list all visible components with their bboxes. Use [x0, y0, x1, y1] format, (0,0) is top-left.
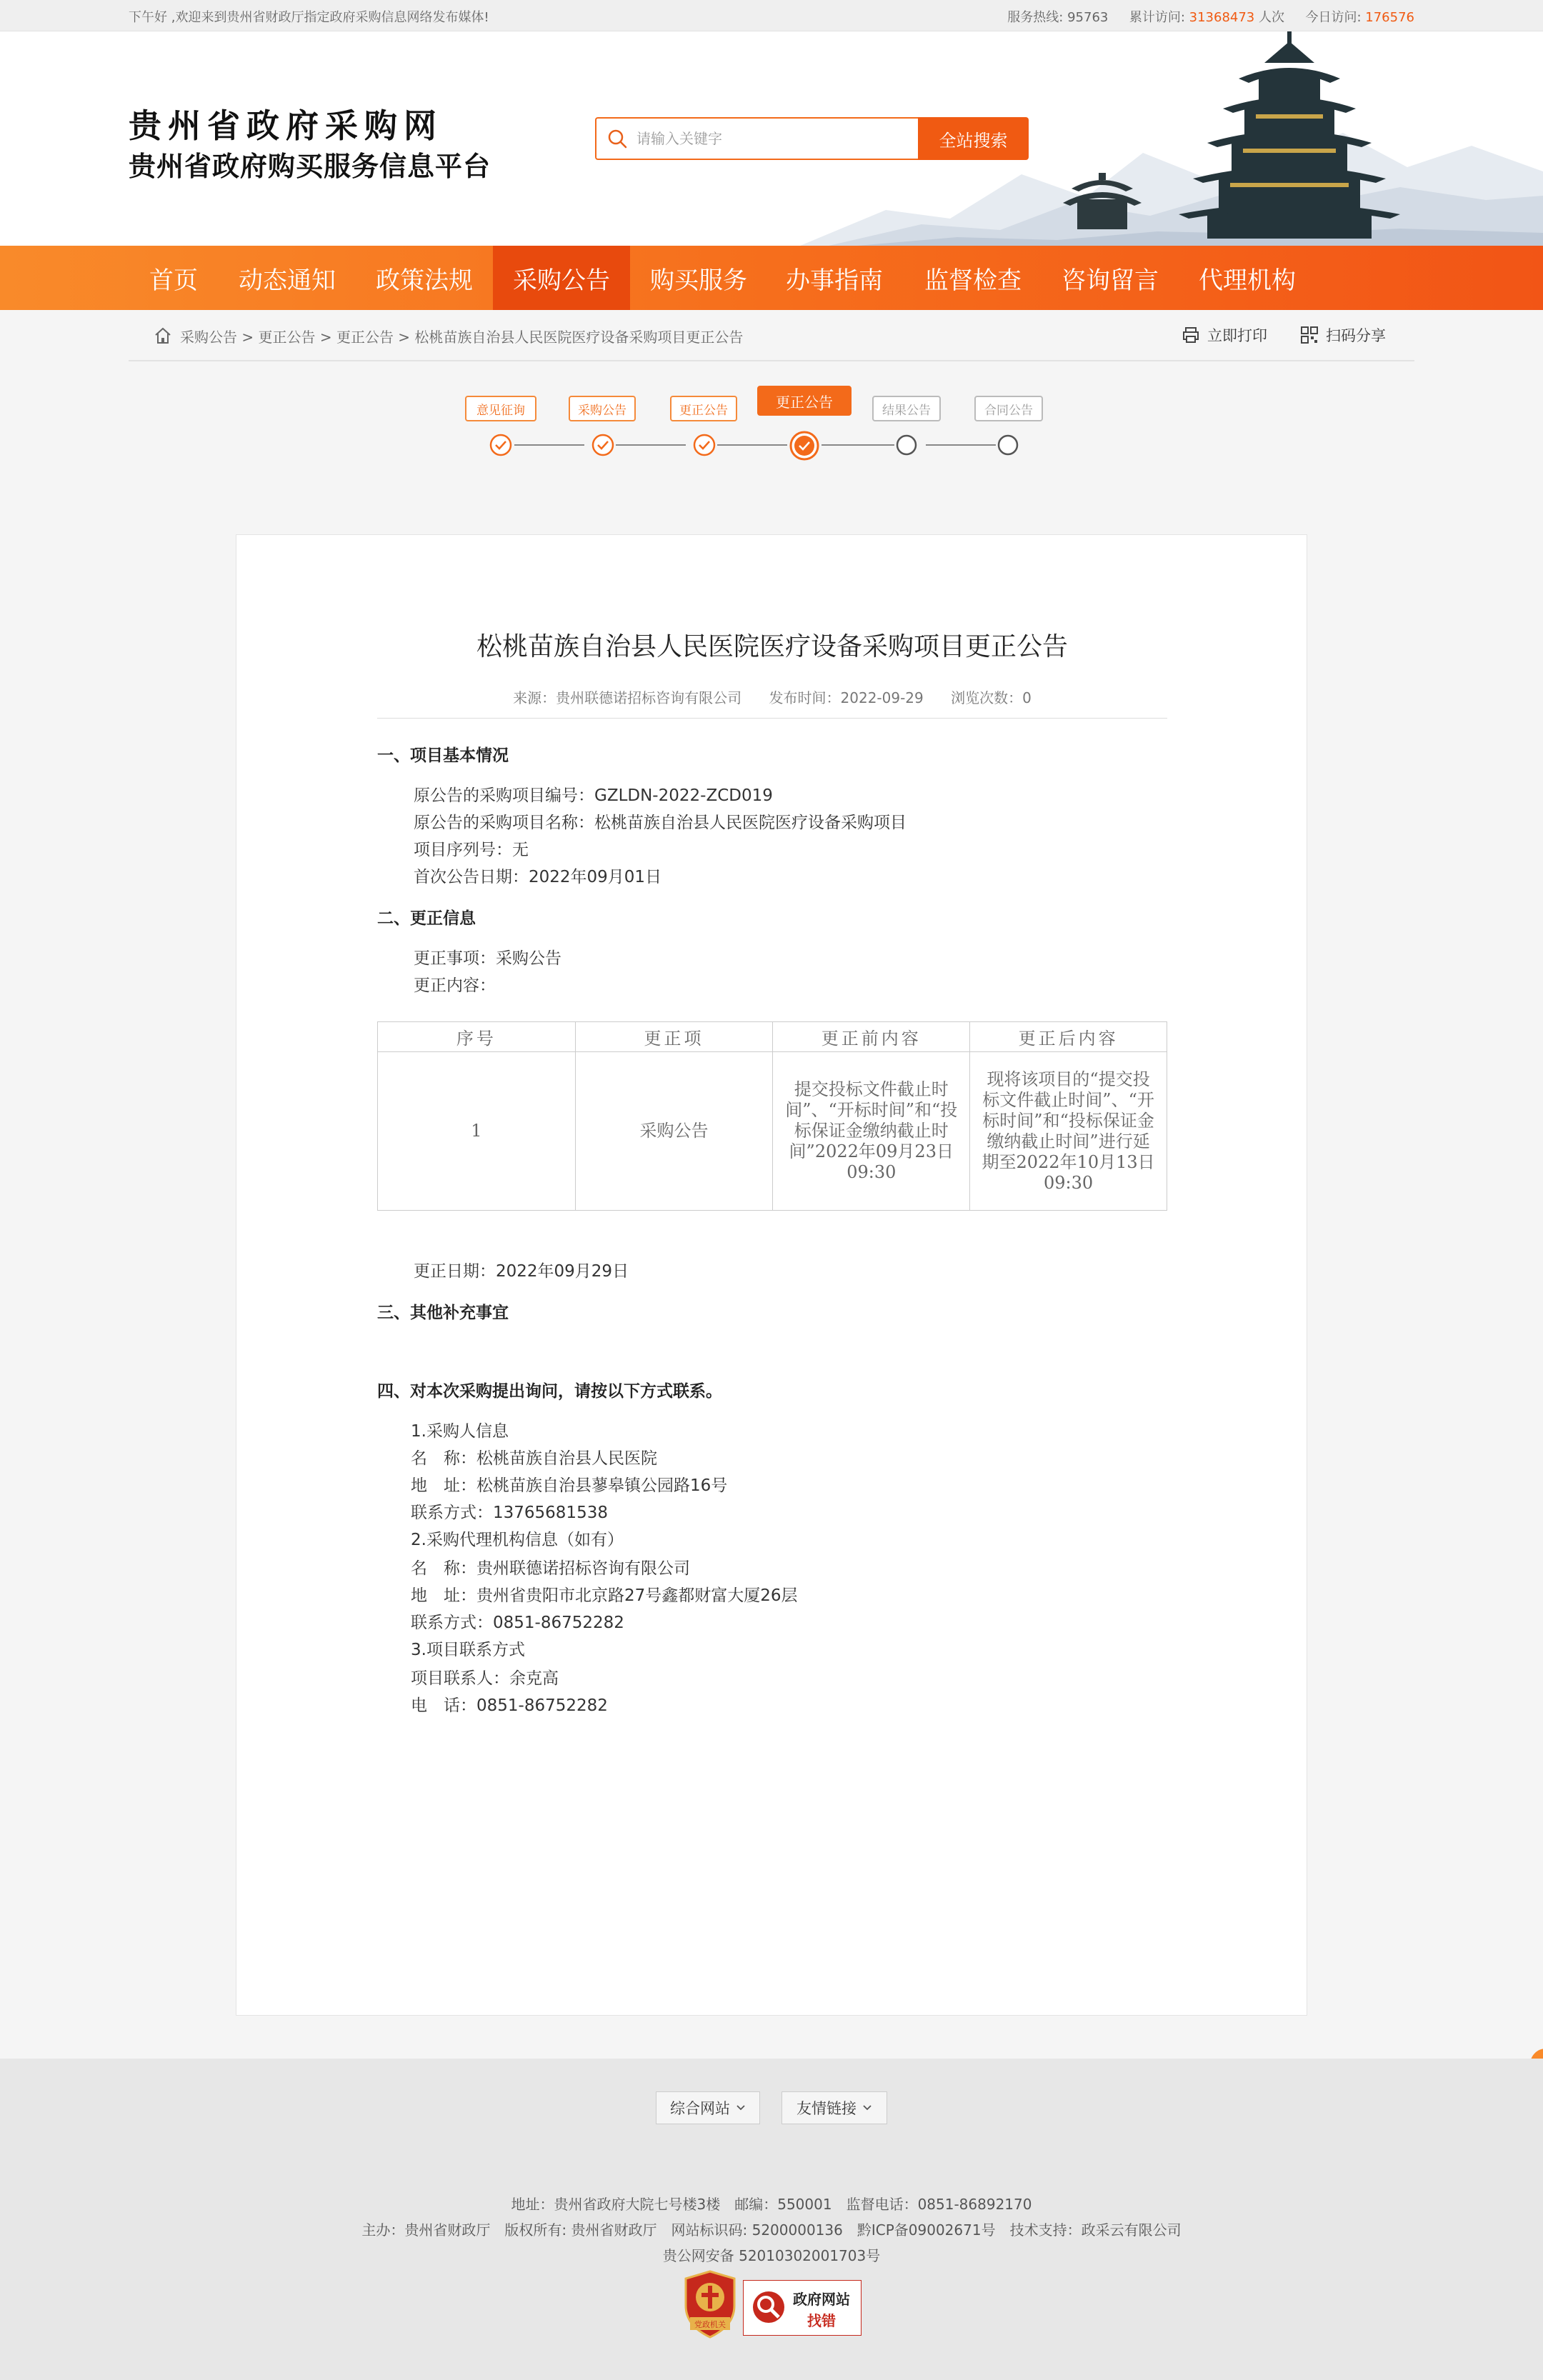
stage-label-contract[interactable]: 合同公告 — [974, 396, 1043, 421]
chevron-down-icon — [736, 2103, 746, 2113]
change-content-label: 更正内容： — [414, 976, 496, 995]
share-label: 扫码分享 — [1326, 327, 1386, 344]
site-logo-subtitle[interactable]: 贵州省政府购买服务信息平台 — [129, 151, 491, 182]
related-sites-label: 综合网站 — [670, 2100, 730, 2117]
search-icon — [606, 128, 628, 149]
column-header: 更正后内容 — [970, 1022, 1167, 1052]
nav-item-supervision[interactable]: 监督检查 — [924, 266, 1022, 295]
stage-connector — [616, 444, 686, 446]
divider — [377, 718, 1167, 719]
print-button[interactable] — [1182, 324, 1267, 346]
top-bar — [0, 0, 1543, 31]
article-panel — [236, 534, 1307, 2016]
article-view-count: 浏览次数：0 — [951, 689, 1032, 706]
contact-phone: 电 话：0851-86752282 — [411, 1696, 608, 1715]
main-nav — [0, 246, 1543, 310]
hotline-label: 服务热线: — [1007, 10, 1064, 25]
friendly-links-label: 友情链接 — [797, 2100, 857, 2117]
related-sites-select[interactable] — [656, 2091, 760, 2124]
agent-name: 名 称：贵州联德诺招标咨询有限公司 — [411, 1559, 690, 1578]
change-date: 更正日期：2022年09月29日 — [414, 1262, 629, 1281]
nav-item-services[interactable]: 购买服务 — [650, 266, 747, 295]
stage-pending-circle-icon — [894, 433, 919, 457]
total-visits-label: 累计访问: — [1129, 10, 1185, 25]
stage-done-check-icon — [591, 433, 615, 457]
article-publish-time: 发布时间：2022-09-29 — [769, 689, 924, 706]
buyer-info-title: 1.采购人信息 — [411, 1422, 509, 1441]
visit-stats — [1007, 7, 1414, 26]
badge-title: 政府网站 — [793, 2291, 850, 2308]
footer-copyright: 主办：贵州省财政厅 版权所有: 贵州省财政厅 网站标识码: 5200000136 黔ICP备09002671号 技术支持：政采云有限公司 — [361, 2221, 1182, 2239]
section-heading: 四、对本次采购提出询问，请按以下方式联系。 — [377, 1382, 722, 1401]
contact-person: 项目联系人：余克高 — [411, 1669, 559, 1688]
table-cell-number: 1 — [378, 1052, 576, 1211]
article-meta — [236, 686, 1308, 707]
stage-label-result[interactable]: 结果公告 — [872, 396, 941, 421]
article-source: 来源：贵州联德诺招标咨询有限公司 — [513, 689, 742, 706]
column-header: 更正前内容 — [773, 1022, 970, 1052]
column-header: 更正项 — [575, 1022, 773, 1052]
stage-label-correction-current[interactable]: 更正公告 — [757, 386, 852, 416]
hotline-value: 95763 — [1067, 10, 1109, 25]
printer-icon — [1182, 326, 1200, 344]
friendly-links-select[interactable] — [782, 2091, 887, 2124]
original-project-name: 原公告的采购项目名称：松桃苗族自治县人民医院医疗设备采购项目 — [414, 814, 907, 832]
change-item: 更正事项：采购公告 — [414, 949, 561, 968]
breadcrumb-bar — [129, 310, 1414, 361]
search-input[interactable] — [636, 126, 908, 151]
buyer-name: 名 称：松桃苗族自治县人民医院 — [411, 1449, 657, 1468]
table-row — [378, 1052, 1167, 1211]
footer-address: 地址：贵州省政府大院七号楼3楼 邮编：550001 监督电话：0851-86892170 — [511, 2196, 1032, 2213]
table-cell-item: 采购公告 — [575, 1052, 773, 1211]
badge-text: 党政机关 — [694, 2320, 726, 2329]
today-visits-label: 今日访问: — [1305, 10, 1362, 25]
stage-label-consultation[interactable]: 意见征询 — [465, 396, 536, 421]
home-icon[interactable] — [153, 326, 173, 346]
original-project-number: 原公告的采购项目编号：GZLDN-2022-ZCD019 — [414, 786, 773, 805]
total-visits-unit: 人次 — [1259, 10, 1284, 25]
section-heading: 三、其他补充事宜 — [377, 1304, 509, 1322]
breadcrumb[interactable]: 采购公告 > 更正公告 > 更正公告 > 松桃苗族自治县人民医院医疗设备采购项目更正公告 — [180, 329, 744, 346]
nav-item-consult[interactable]: 咨询留言 — [1062, 266, 1159, 295]
stage-current-check-icon — [789, 430, 820, 461]
article-title: 松桃苗族自治县人民医院医疗设备采购项目更正公告 — [476, 632, 1068, 661]
table-cell-before: 提交投标文件截止时间”、“开标时间”和“投标保证金缴纳截止时间”2022年09月23日 09:30 — [773, 1052, 970, 1211]
footer-police-record[interactable]: 贵公网安备 52010302001703号 — [662, 2247, 881, 2264]
nav-item-guide[interactable]: 办事指南 — [786, 266, 883, 295]
first-announcement-date: 首次公告日期：2022年09月01日 — [414, 868, 662, 886]
stage-connector — [514, 444, 584, 446]
total-visits-value: 31368473 — [1189, 10, 1255, 25]
table-header-row — [378, 1022, 1167, 1052]
nav-item-procurement[interactable]: 采购公告 — [493, 246, 630, 310]
site-logo-title[interactable]: 贵州省政府采购网 — [129, 106, 443, 145]
section-heading: 一、项目基本情况 — [377, 746, 509, 765]
project-sequence: 项目序列号：无 — [414, 841, 529, 859]
nav-item-home[interactable]: 首页 — [149, 266, 198, 295]
stage-pending-circle-icon — [996, 433, 1020, 457]
nav-item-policy[interactable]: 政策法规 — [376, 266, 473, 295]
stage-connector — [926, 444, 996, 446]
buyer-address: 地 址：松桃苗族自治县蓼皋镇公园路16号 — [411, 1476, 728, 1495]
contact-info-title: 3.项目联系方式 — [411, 1641, 525, 1659]
stage-connector — [717, 444, 787, 446]
search-box — [595, 117, 918, 160]
print-label: 立即打印 — [1207, 327, 1267, 344]
stage-label-correction-1[interactable]: 更正公告 — [670, 396, 737, 421]
greeting-text: 下午好 ,欢迎来到贵州省财政厅指定政府采购信息网络发布媒体! — [129, 10, 489, 25]
badge-subtitle: 找错 — [807, 2312, 836, 2329]
agent-phone: 联系方式：0851-86752282 — [411, 1614, 624, 1632]
agent-info-title: 2.采购代理机构信息（如有） — [411, 1531, 624, 1549]
section-heading: 二、更正信息 — [377, 909, 476, 928]
agent-address: 地 址：贵州省贵阳市北京路27号鑫都财富大厦26层 — [411, 1586, 798, 1605]
nav-item-agencies[interactable]: 代理机构 — [1199, 266, 1296, 295]
site-footer — [0, 2059, 1543, 2380]
nav-item-news[interactable]: 动态通知 — [239, 266, 336, 295]
announcement-progress — [0, 379, 1543, 464]
today-visits-value: 176576 — [1365, 10, 1414, 25]
buyer-phone: 联系方式：13765681538 — [411, 1504, 608, 1522]
site-header — [0, 31, 1543, 246]
stage-done-check-icon — [489, 433, 513, 457]
gov-site-error-report-badge[interactable] — [743, 2280, 862, 2336]
qrcode-icon — [1300, 326, 1319, 344]
table-cell-after: 现将该项目的“提交投标文件截止时间”、“开标时间”和“投标保证金缴纳截止时间”进行延期至2022年10月13日 09:30 — [970, 1052, 1167, 1211]
column-header: 序号 — [378, 1022, 576, 1052]
share-button[interactable] — [1300, 324, 1386, 346]
stage-connector — [822, 444, 894, 446]
stage-done-check-icon — [692, 433, 716, 457]
site-search-button[interactable]: 全站搜索 — [918, 117, 1029, 160]
stage-label-procurement[interactable]: 采购公告 — [569, 396, 636, 421]
chevron-down-icon — [862, 2103, 872, 2113]
change-table — [377, 1021, 1167, 1211]
party-government-badge-icon[interactable] — [681, 2269, 739, 2340]
